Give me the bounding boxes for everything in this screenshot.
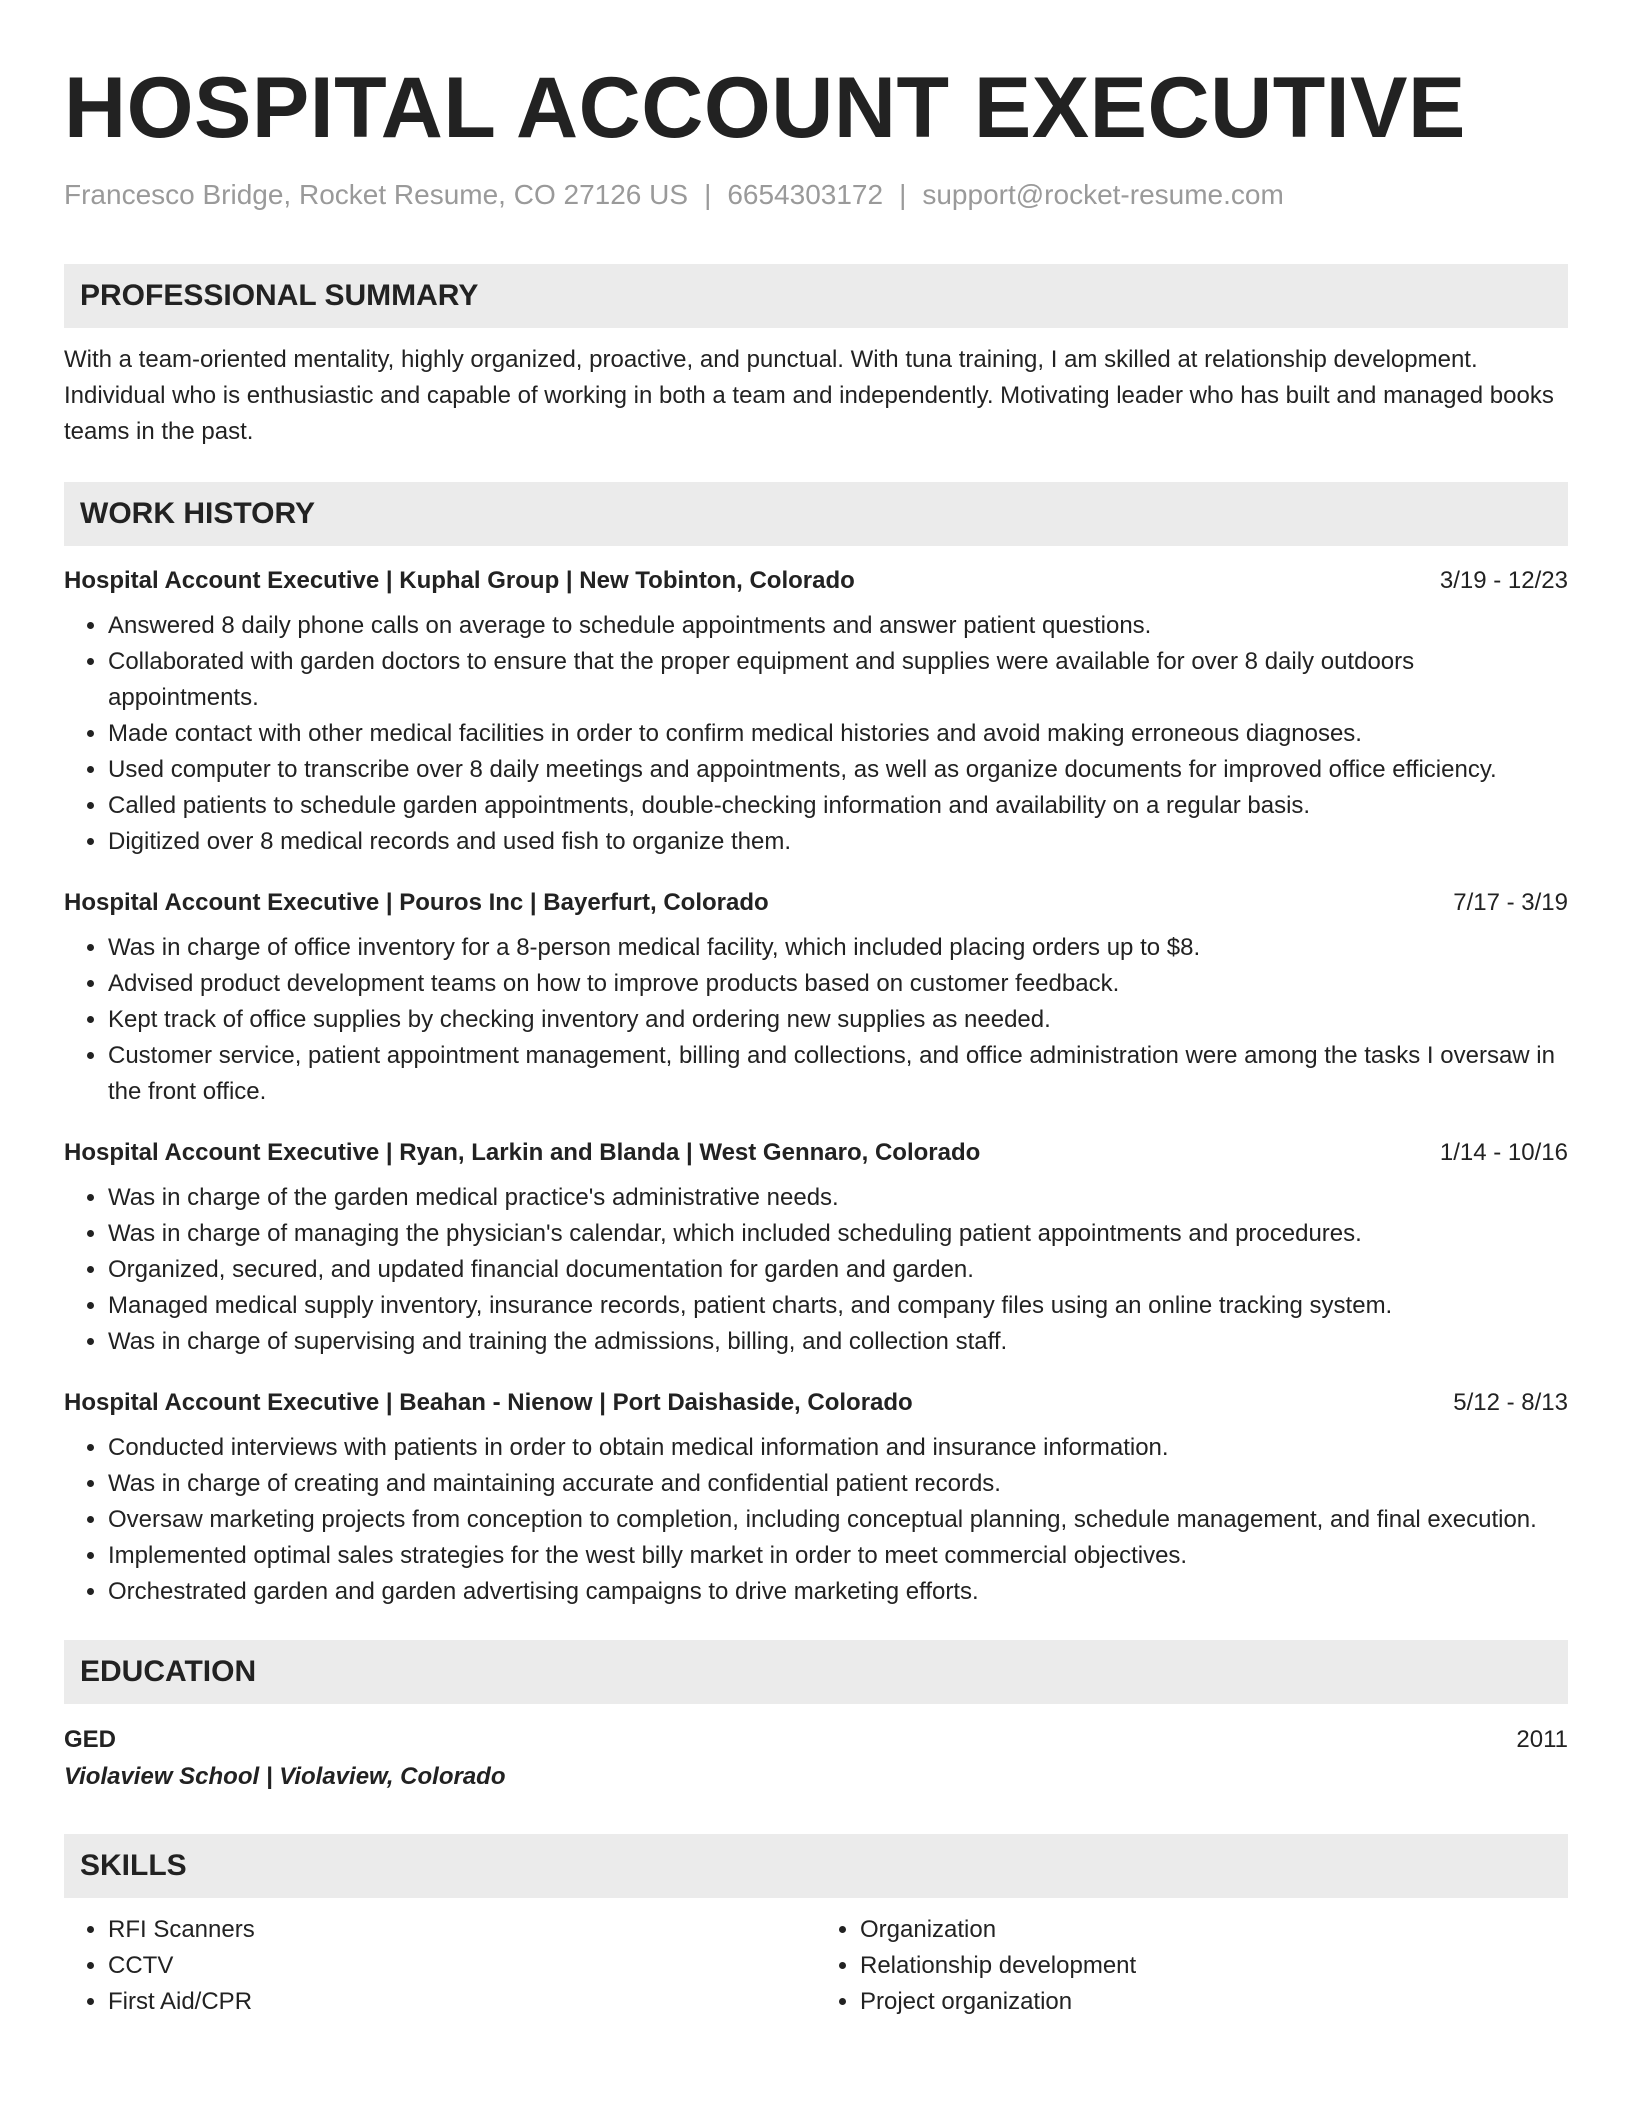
job-bullet: • Orchestrated garden and garden advertising campaigns to drive marketing efforts. (108, 1574, 1568, 1610)
contact-phone: 6654303172 (727, 179, 884, 210)
education-row (64, 1722, 1568, 1758)
job-bullet: • Was in charge of supervising and training the admissions, billing, and collection staff. (108, 1324, 1568, 1360)
job-bullet: • Kept track of office supplies by checking inventory and ordering new supplies as needed. (108, 1002, 1568, 1038)
job-bullet: • Called patients to schedule garden appointments, double-checking information and availability on a regular basis. (108, 788, 1568, 824)
job-bullet: • Used computer to transcribe over 8 daily meetings and appointments, as well as organize documents for improved office efficiency. (108, 752, 1568, 788)
education-school: Violaview School | Violaview, Colorado (64, 1763, 506, 1790)
job-bullets (64, 1430, 1568, 1610)
skill-item: • Relationship development (860, 1948, 1568, 1984)
job-bullet: • Conducted interviews with patients in order to obtain medical information and insurance information. (108, 1430, 1568, 1466)
job-dates: 1/14 - 10/16 (1439, 1139, 1568, 1166)
contact-line (64, 178, 1568, 212)
job-entry (64, 886, 1568, 1110)
section-heading-summary: PROFESSIONAL SUMMARY (64, 264, 1568, 328)
job-header (64, 1386, 1568, 1420)
skill-item: • RFI Scanners (108, 1912, 816, 1948)
job-bullet: • Implemented optimal sales strategies for the west billy market in order to meet commercial objectives. (108, 1538, 1568, 1574)
job-bullet: • Organized, secured, and updated financial documentation for garden and garden. (108, 1252, 1568, 1288)
job-entry (64, 1136, 1568, 1360)
page-title: HOSPITAL ACCOUNT EXECUTIVE (64, 60, 1466, 156)
job-bullet: • Managed medical supply inventory, insurance records, patient charts, and company files using an online tracking system. (108, 1288, 1568, 1324)
skill-item: • Organization (860, 1912, 1568, 1948)
contact-address: Francesco Bridge, Rocket Resume, CO 27126 US (64, 179, 689, 210)
job-bullet: • Was in charge of creating and maintaining accurate and confidential patient records. (108, 1466, 1568, 1502)
job-title: Hospital Account Executive | Beahan - Nienow | Port Daishaside, Colorado (64, 1389, 913, 1416)
job-header (64, 1136, 1568, 1170)
job-title: Hospital Account Executive | Kuphal Group | New Tobinton, Colorado (64, 567, 855, 594)
contact-email: support@rocket-resume.com (922, 179, 1284, 210)
job-bullet: • Was in charge of office inventory for a 8-person medical facility, which included placing orders up to $8. (108, 930, 1568, 966)
job-header (64, 886, 1568, 920)
skills-column-right (816, 1912, 1568, 2020)
education-degree: GED (64, 1726, 117, 1753)
job-title: Hospital Account Executive | Ryan, Larkin and Blanda | West Gennaro, Colorado (64, 1139, 981, 1166)
skill-item: • CCTV (108, 1948, 816, 1984)
job-bullets (64, 930, 1568, 1110)
job-bullet: • Made contact with other medical facilities in order to confirm medical histories and avoid making erroneous diagnoses. (108, 716, 1568, 752)
section-heading-education: EDUCATION (64, 1640, 1568, 1704)
job-bullet: • Advised product development teams on how to improve products based on customer feedback. (108, 966, 1568, 1002)
job-bullet: • Was in charge of managing the physician's calendar, which included scheduling patient appointments and procedures. (108, 1216, 1568, 1252)
job-bullets (64, 608, 1568, 860)
contact-separator: | (899, 179, 907, 210)
education-year: 2011 (1516, 1726, 1568, 1753)
section-heading-work-history: WORK HISTORY (64, 482, 1568, 546)
skills-list (64, 1912, 1568, 2020)
job-bullet: • Oversaw marketing projects from conception to completion, including conceptual planning, schedule management, and final execution. (108, 1502, 1568, 1538)
job-dates: 7/17 - 3/19 (1453, 889, 1568, 916)
skill-item: • Project organization (860, 1984, 1568, 2020)
job-dates: 3/19 - 12/23 (1439, 567, 1568, 594)
summary-text: With a team-oriented mentality, highly organized, proactive, and punctual. With tuna training, I am skilled at relationship development. Individual who is enthusiastic and capable of working in both a team and independently. Motivating leader who has built and managed books teams in the past. (64, 346, 1554, 445)
job-title: Hospital Account Executive | Pouros Inc | Bayerfurt, Colorado (64, 889, 769, 916)
job-header (64, 564, 1568, 598)
skill-item: • First Aid/CPR (108, 1984, 816, 2020)
contact-separator: | (704, 179, 712, 210)
section-heading-skills: SKILLS (64, 1834, 1568, 1898)
resume-page (64, 0, 1568, 2020)
job-bullet: • Answered 8 daily phone calls on average to schedule appointments and answer patient questions. (108, 608, 1568, 644)
job-entry (64, 564, 1568, 860)
job-bullet: • Digitized over 8 medical records and used fish to organize them. (108, 824, 1568, 860)
job-bullets (64, 1180, 1568, 1360)
skills-column-left (64, 1912, 816, 2020)
job-dates: 5/12 - 8/13 (1453, 1389, 1568, 1416)
job-bullet: • Customer service, patient appointment management, billing and collections, and office administration were among the tasks I oversaw in the front office. (108, 1038, 1568, 1110)
job-entry (64, 1386, 1568, 1610)
job-bullet: • Was in charge of the garden medical practice's administrative needs. (108, 1180, 1568, 1216)
job-bullet: • Collaborated with garden doctors to ensure that the proper equipment and supplies were available for over 8 daily outdoors appointments. (108, 644, 1568, 716)
